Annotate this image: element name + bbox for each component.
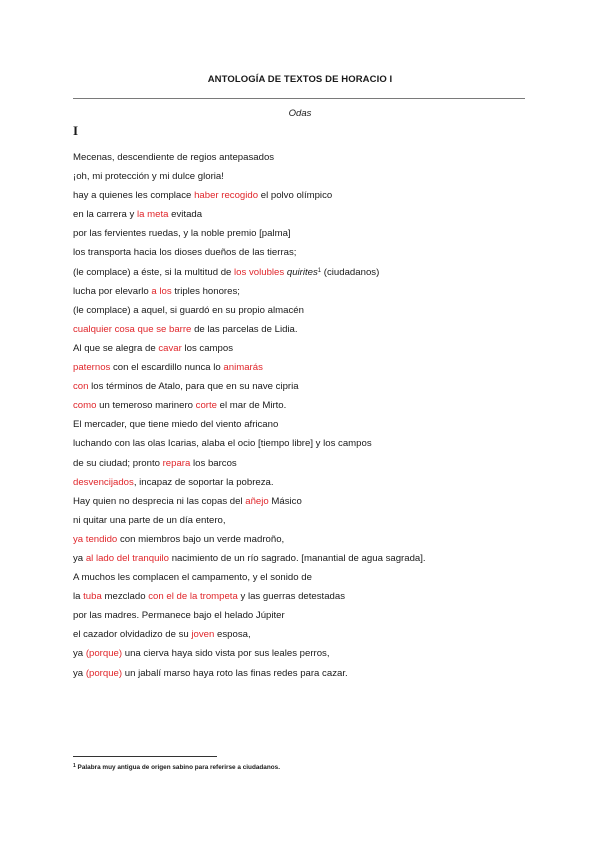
line-text: con el escardillo nunca lo xyxy=(110,362,224,374)
poem-line xyxy=(73,417,533,436)
line-text: lucha por elevarlo xyxy=(73,285,152,297)
line-text: (le complace) a aquel, si guardó en su propio almacén xyxy=(73,304,304,316)
line-text: mezclado xyxy=(101,591,149,603)
highlighted-text: (porque) xyxy=(85,667,123,679)
line-text: de las parcelas de Lidia. xyxy=(191,323,298,335)
poem-line xyxy=(73,513,533,532)
poem-line xyxy=(73,188,533,207)
poem-body xyxy=(73,150,533,685)
poem-line xyxy=(73,303,533,322)
poem-line xyxy=(73,475,533,494)
highlighted-text: los volubles xyxy=(234,266,285,278)
poem-line xyxy=(73,436,533,455)
poem-line xyxy=(73,169,533,188)
highlighted-text: con xyxy=(73,381,89,393)
footnote-text: Palabra muy antigua de origen sabino para referirse a ciudadanos. xyxy=(75,764,280,771)
line-text: y las guerras detestadas xyxy=(237,591,346,603)
line-text: un temeroso marinero xyxy=(96,400,196,412)
line-text: luchando con las olas Icarias, alaba el ocio [tiempo libre] y los campos xyxy=(73,438,372,450)
line-text: con miembros bajo un verde madroño, xyxy=(117,533,285,545)
poem-line xyxy=(73,284,533,303)
line-text: un jabalí marso haya roto las finas redes para cazar. xyxy=(122,667,348,679)
poem-line xyxy=(73,551,533,570)
highlighted-text: la meta xyxy=(137,209,169,221)
line-text: por las madres. Permanece bajo el helado Júpiter xyxy=(73,610,285,622)
title-divider xyxy=(73,98,525,99)
poem-line xyxy=(73,322,533,341)
line-text: triples honores; xyxy=(171,285,240,297)
line-text: nacimiento de un río sagrado. [manantial de agua sagrada]. xyxy=(169,552,426,564)
line-text: ya xyxy=(73,667,86,679)
highlighted-text: repara xyxy=(162,457,191,469)
poem-line xyxy=(73,207,533,226)
highlighted-text: ya tendido xyxy=(73,533,118,545)
line-text: Másico xyxy=(268,495,302,507)
highlighted-text: cualquier cosa que se barre xyxy=(73,323,192,335)
highlighted-text: haber recogido xyxy=(194,190,259,202)
highlighted-text: joven xyxy=(191,629,215,641)
line-text: ya xyxy=(73,552,86,564)
footnote-ref: 1 xyxy=(317,267,322,274)
line-text: Mecenas, descendiente de regios antepasados xyxy=(73,152,275,163)
line-text: , incapaz de soportar la pobreza. xyxy=(133,476,274,488)
line-text: (ciudadanos) xyxy=(321,266,380,278)
line-text: hay a quienes les complace xyxy=(73,190,195,202)
line-text: El mercader, que tiene miedo del viento africano xyxy=(73,419,279,431)
line-text: evitada xyxy=(168,209,203,221)
line-text: los transporta hacia los dioses dueños de las tierras; xyxy=(73,247,297,259)
line-text: Al que se alegra de xyxy=(73,342,159,354)
poem-line xyxy=(73,666,533,685)
highlighted-text: tuba xyxy=(83,591,102,603)
poem-line xyxy=(73,570,533,589)
highlighted-text: a los xyxy=(151,285,172,297)
line-text: el mar de Mirto. xyxy=(217,400,287,412)
line-text: el polvo olímpico xyxy=(258,190,333,202)
document-title: ANTOLOGÍA DE TEXTOS DE HORACIO I xyxy=(207,74,393,85)
line-text: por las fervientes ruedas, y la noble premio [palma] xyxy=(73,228,291,240)
document-subtitle: Odas xyxy=(288,108,312,119)
footnote-mark: 1 xyxy=(73,763,76,769)
line-text: una cierva haya sido vista por sus leales perros, xyxy=(122,648,330,660)
highlighted-text: animarás xyxy=(223,362,263,374)
line-text: los campos xyxy=(181,342,233,354)
poem-line xyxy=(73,646,533,665)
poem-line xyxy=(73,589,533,608)
line-text: la xyxy=(73,591,84,603)
line-text: en la carrera y xyxy=(73,209,137,221)
line-text: Hay quien no desprecia ni las copas del xyxy=(73,495,246,507)
poem-line xyxy=(73,398,533,417)
line-text: esposa, xyxy=(214,629,251,641)
poem-line xyxy=(73,245,533,264)
poem-line xyxy=(73,150,533,169)
highlighted-text: al lado del tranquilo xyxy=(85,552,170,564)
poem-line xyxy=(73,532,533,551)
line-text: ya xyxy=(73,648,86,660)
highlighted-text: con el de la trompeta xyxy=(148,591,238,603)
highlighted-text: paternos xyxy=(73,362,111,374)
line-text: ni quitar una parte de un día entero, xyxy=(73,514,226,526)
line-text: de su ciudad; pronto xyxy=(73,457,163,469)
highlighted-text: añejo xyxy=(245,495,269,507)
poem-line xyxy=(73,265,533,284)
highlighted-text: (porque) xyxy=(85,648,123,660)
section-numeral: I xyxy=(73,123,79,138)
poem-line xyxy=(73,226,533,245)
highlighted-text: cavar xyxy=(158,342,182,354)
poem-line xyxy=(73,360,533,379)
poem-line xyxy=(73,608,533,627)
line-text: quirites xyxy=(286,266,318,278)
line-text: ¡oh, mi protección y mi dulce gloria! xyxy=(73,171,224,183)
poem-line xyxy=(73,341,533,360)
footnote xyxy=(73,764,280,771)
poem-line xyxy=(73,456,533,475)
footnote-divider xyxy=(73,756,217,757)
highlighted-text: como xyxy=(73,400,97,412)
line-text: los barcos xyxy=(190,457,237,469)
line-text: el cazador olvidadizo de su xyxy=(73,629,192,641)
highlighted-text: desvencijados xyxy=(73,476,134,488)
poem-line xyxy=(73,379,533,398)
poem-line xyxy=(73,627,533,646)
line-text: A muchos les complacen el campamento, y el sonido de xyxy=(73,572,312,584)
poem-line xyxy=(73,494,533,513)
highlighted-text: corte xyxy=(195,400,217,412)
line-text: los términos de Atalo, para que en su nave cipria xyxy=(88,381,299,393)
line-text: (le complace) a éste, si la multitud de xyxy=(73,266,235,278)
